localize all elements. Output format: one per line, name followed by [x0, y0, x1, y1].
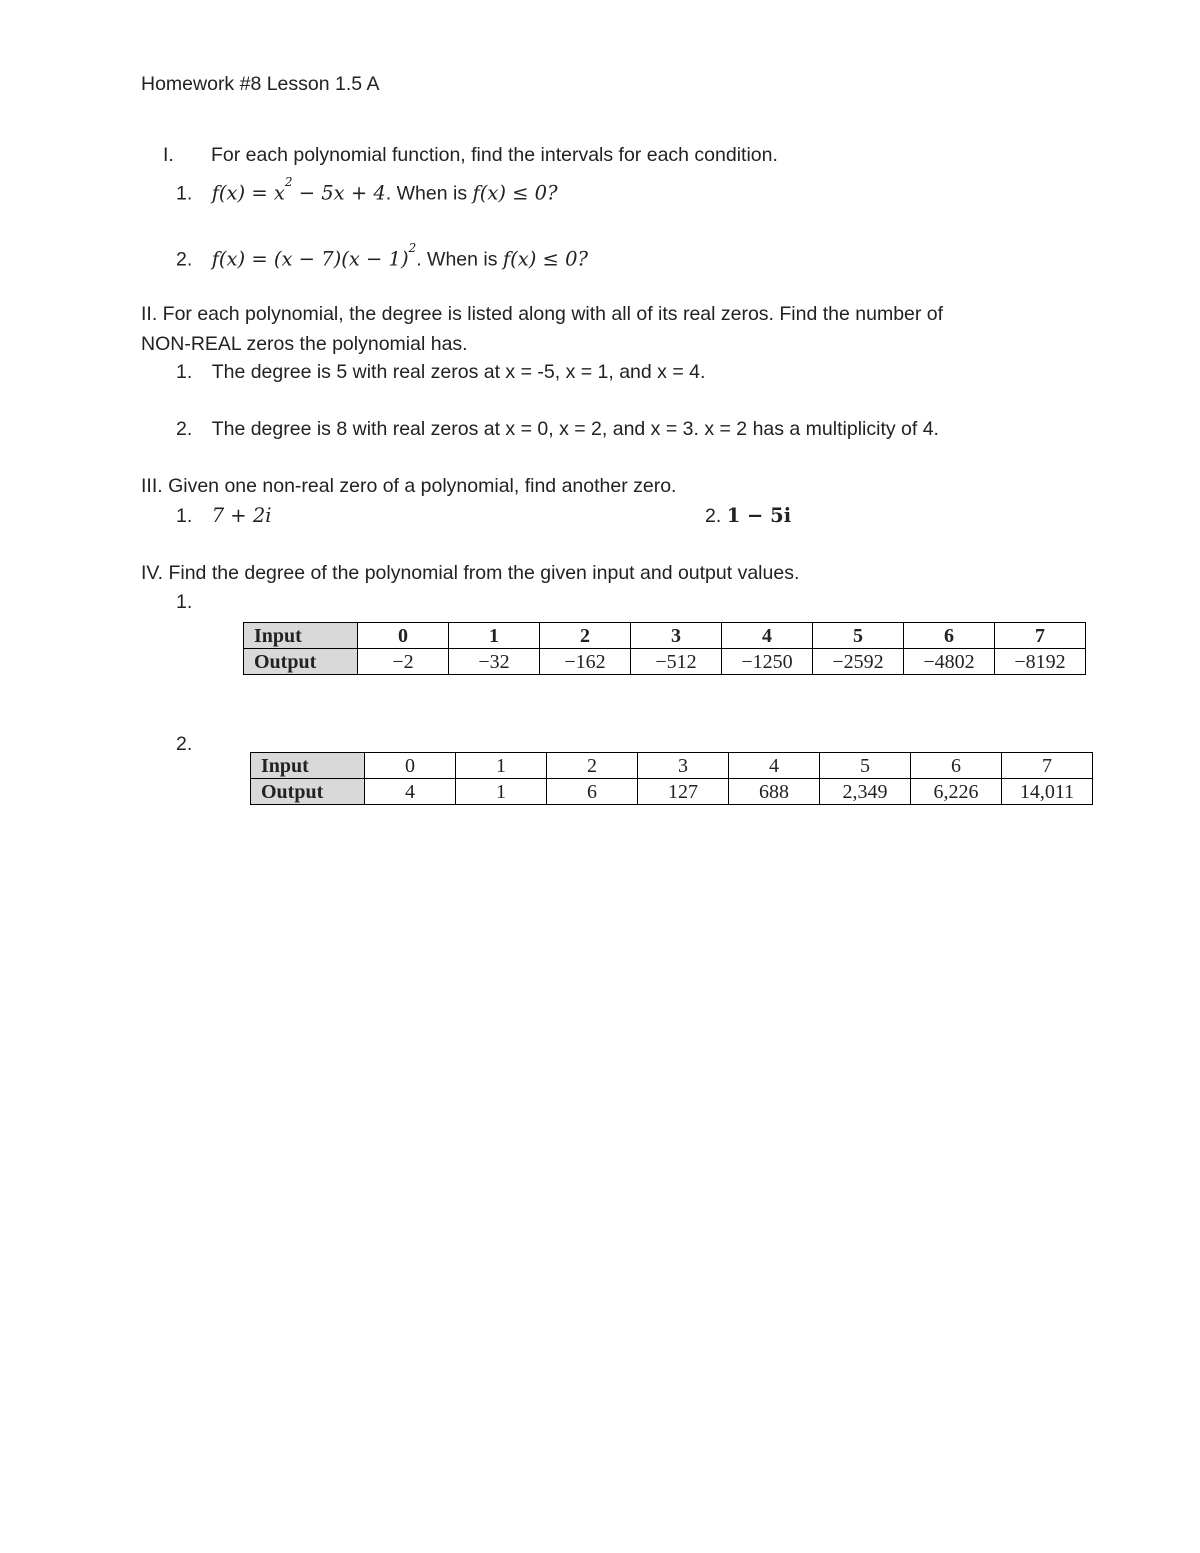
input-cell: 6 [911, 753, 1002, 779]
function-expression: f(x) = (x − 7)(x − 1) [211, 247, 409, 271]
output-cell: −2 [358, 649, 449, 675]
problem-number: 2. [176, 418, 193, 440]
output-cell: −8192 [995, 649, 1086, 675]
problem-number: 1. [176, 182, 193, 205]
condition-lead: . When is [416, 248, 503, 271]
io-table-1 [243, 622, 1086, 675]
row-label: Output [244, 649, 358, 675]
input-cell: 7 [1002, 753, 1093, 779]
zero-expression: 7 + 2i [211, 504, 272, 527]
input-row [251, 753, 1093, 779]
input-cell: 0 [365, 753, 456, 779]
input-cell: 4 [722, 623, 813, 649]
s3-problem-1 [176, 504, 271, 528]
section-3-heading: III. Given one non-real zero of a polynomial, find another zero. [141, 475, 677, 497]
condition-lead: . When is [385, 182, 473, 205]
output-row [244, 649, 1086, 675]
output-cell: −32 [449, 649, 540, 675]
input-cell: 0 [358, 623, 449, 649]
problem-number: 2. [705, 505, 722, 527]
condition: f(x) ≤ 0? [472, 181, 558, 205]
problem-number: 1. [176, 361, 193, 383]
input-cell: 3 [638, 753, 729, 779]
page-title: Homework #8 Lesson 1.5 A [141, 73, 380, 95]
output-cell: 6,226 [911, 779, 1002, 805]
input-cell: 1 [449, 623, 540, 649]
row-label: Input [251, 753, 365, 779]
problem-number: 1. [176, 505, 193, 527]
output-cell: 4 [365, 779, 456, 805]
output-cell: −162 [540, 649, 631, 675]
input-cell: 4 [729, 753, 820, 779]
s2-problem-2 [176, 418, 939, 441]
output-cell: 1 [456, 779, 547, 805]
input-cell: 5 [820, 753, 911, 779]
exponent: 2 [408, 241, 417, 255]
output-row [251, 779, 1093, 805]
input-cell: 2 [540, 623, 631, 649]
section-4-heading: IV. Find the degree of the polynomial from the given input and output values. [141, 562, 800, 584]
output-cell: −1250 [722, 649, 813, 675]
input-cell: 1 [456, 753, 547, 779]
s1-problem-1 [176, 175, 558, 206]
condition: f(x) ≤ 0? [502, 247, 588, 271]
row-label: Input [244, 623, 358, 649]
section-1-heading: For each polynomial function, find the intervals for each condition. [211, 144, 778, 166]
input-cell: 5 [813, 623, 904, 649]
problem-number: 2. [176, 248, 193, 271]
s2-problem-1 [176, 361, 705, 384]
problem-text: The degree is 5 with real zeros at x = -5, x = 1, and x = 4. [211, 361, 706, 383]
input-cell: 6 [904, 623, 995, 649]
input-cell: 2 [547, 753, 638, 779]
s3-problem-2 [705, 504, 791, 528]
output-cell: 688 [729, 779, 820, 805]
section-2-heading-line-2: NON-REAL zeros the polynomial has. [141, 333, 468, 355]
function-expression-rest: − 5x + 4 [292, 181, 386, 205]
output-cell: −2592 [813, 649, 904, 675]
input-cell: 7 [995, 623, 1086, 649]
output-cell: 127 [638, 779, 729, 805]
output-cell: −512 [631, 649, 722, 675]
input-cell: 3 [631, 623, 722, 649]
output-cell: 2,349 [820, 779, 911, 805]
table-2-number: 2. [176, 733, 193, 755]
exponent: 2 [284, 175, 293, 189]
function-expression: f(x) = x [211, 181, 285, 205]
input-row [244, 623, 1086, 649]
section-1-numeral: I. [163, 144, 174, 166]
s1-problem-2 [176, 241, 588, 272]
problem-text: The degree is 8 with real zeros at x = 0, x = 2, and x = 3. x = 2 has a multiplicity of 4. [211, 418, 939, 440]
zero-expression: 1 − 5i [726, 504, 792, 527]
output-cell: 14,011 [1002, 779, 1093, 805]
table-1-number: 1. [176, 591, 193, 613]
section-2-heading-line-1: II. For each polynomial, the degree is listed along with all of its real zeros. Find the number of [141, 303, 944, 325]
row-label: Output [251, 779, 365, 805]
io-table-2 [250, 752, 1093, 805]
output-cell: −4802 [904, 649, 995, 675]
output-cell: 6 [547, 779, 638, 805]
